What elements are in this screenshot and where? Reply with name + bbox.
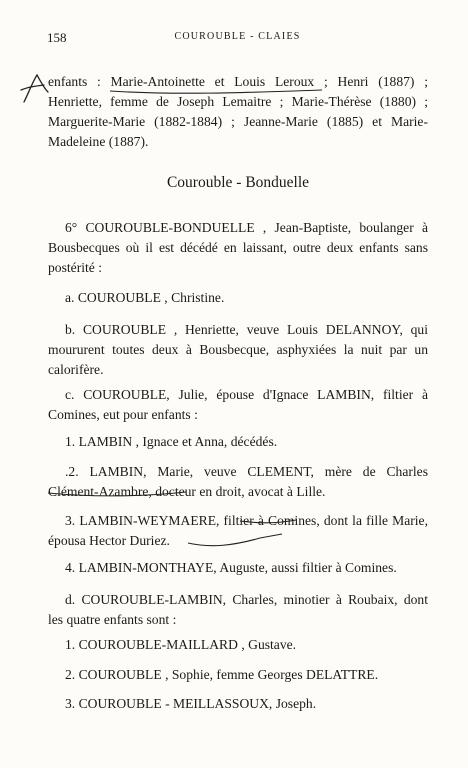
- entry-paragraph: 1. COUROUBLE-MAILLARD , Gustave.: [65, 637, 297, 652]
- entry-paragraph: c. COUROUBLE, Julie, épouse d'Ignace LAMBIN, filtier à Comines, eut pour enfants :: [48, 387, 428, 422]
- page-header: [47, 30, 428, 46]
- entry-paragraph: d. COUROUBLE-LAMBIN, Charles, minotier à Roubaix, dont les quatre enfants sont :: [48, 592, 428, 627]
- entry-paragraph: 6° COUROUBLE-BONDUELLE , Jean-Baptiste, boulanger à Bousbecques où il est décédé en laissant, outre deux enfants sans postérité :: [48, 220, 428, 275]
- entry-paragraph: 2. COUROUBLE , Sophie, femme Georges DELATTRE.: [65, 667, 379, 682]
- entry-paragraph: b. COUROUBLE , Henriette, veuve Louis DELANNOY, qui moururent toutes deux à Bousbecque, asphyxiées la nuit par un calorifère.: [48, 322, 428, 377]
- entry-paragraph: a. COUROUBLE , Christine.: [65, 290, 225, 305]
- entry-paragraph: 3. LAMBIN-WEYMAERE, filtier à Comines, dont la fille Marie, épousa Hector Duriez.: [48, 513, 428, 548]
- entry-paragraph: 4. LAMBIN-MONTHAYE, Auguste, aussi filtier à Comines.: [65, 560, 397, 575]
- section-title: Courouble - Bonduelle: [166, 174, 310, 191]
- running-title: COUROUBLE - CLAIES: [174, 31, 301, 42]
- entry-paragraph: 1. LAMBIN , Ignace et Anna, décédés.: [65, 434, 278, 449]
- entry-paragraph: .2. LAMBIN, Marie, veuve CLEMENT, mère de Charles Clément-Azambre, docteur en droit, avocat à Lille.: [48, 464, 428, 499]
- entry-paragraph: 3. COUROUBLE - MEILLASSOUX, Joseph.: [65, 696, 317, 711]
- page-number: 158: [47, 30, 67, 45]
- intro-paragraph: enfants : Marie-Antoinette et Louis Leroux ; Henri (1887) ; Henriette, femme de Joseph Lemaitre ; Marie-Thérèse (1880) ; Marguerite-Marie (1882-1884) ; Jeanne-Marie (1885) et Marie-Madeleine (1887).: [48, 74, 428, 149]
